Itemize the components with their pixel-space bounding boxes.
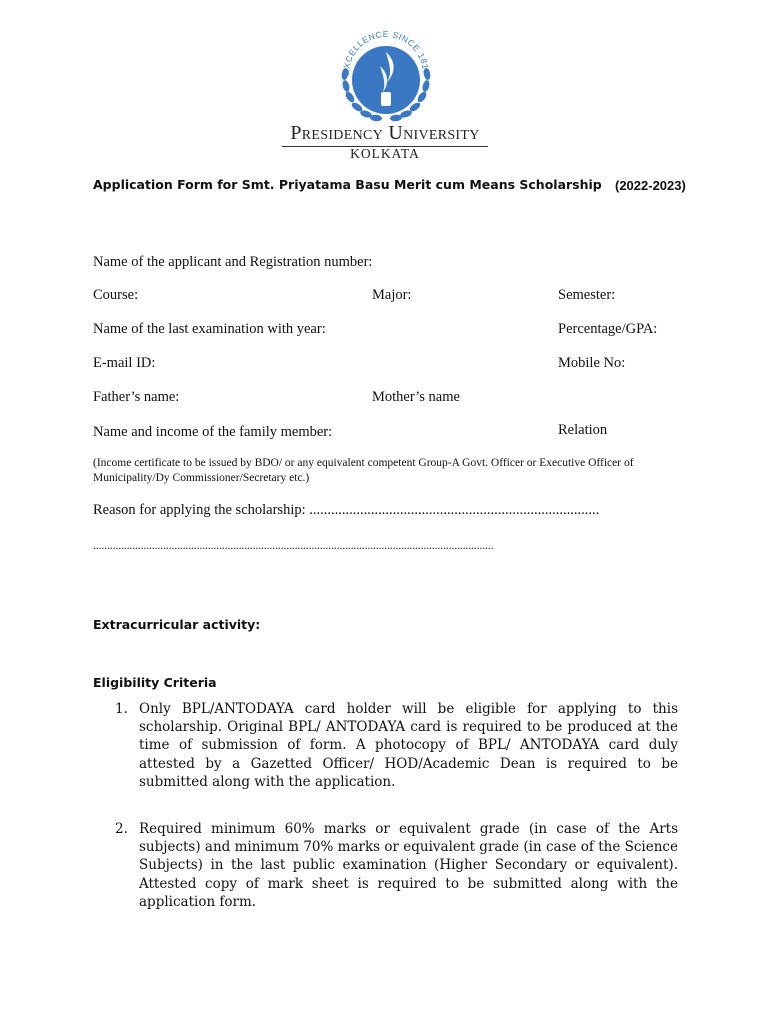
last-exam-label: Name of the last examination with year: bbox=[93, 321, 326, 337]
major-label: Major: bbox=[372, 287, 412, 303]
reason-dots: ................................................................................ bbox=[309, 502, 600, 518]
email-label: E-mail ID: bbox=[93, 355, 156, 371]
course-label: Course: bbox=[93, 287, 139, 303]
eligibility-item-text: Only BPL/ANTODAYA card holder will be eligible for applying to this scholarship. Original BPL/ ANTODAYA card is required to be produced at the time of submission of form. A photocopy of BPL/ ANTODAYA card duly attested by a Gazetted Officer/ HOD/Academic Dean is required to be submitted along with the application. bbox=[139, 701, 678, 790]
university-logo bbox=[331, 22, 441, 132]
university-name: Presidency University bbox=[290, 122, 480, 144]
logo-motto: EXCELLENCE SINCE 1817 bbox=[340, 28, 432, 76]
reason-row bbox=[93, 502, 599, 519]
family-income-label: Name and income of the family member: bbox=[93, 424, 333, 440]
mobile-label: Mobile No: bbox=[558, 355, 626, 371]
applicant-name-label: Name of the applicant and Registration number: bbox=[93, 254, 373, 270]
form-year: (2022-2023) bbox=[615, 178, 686, 193]
semester-label: Semester: bbox=[558, 287, 616, 303]
university-city: KOLKATA bbox=[350, 146, 420, 161]
eligibility-item-text: Required minimum 60% marks or equivalent grade (in case of the Arts subjects) and minimum 70% marks or equivalent grade (in case of the Science Subjects) in the last public examination (Higher Secondary or equivalent). Attested copy of mark sheet is required to be submitted along with the application form. bbox=[139, 821, 678, 910]
eligibility-item-number: 2. bbox=[115, 821, 128, 837]
reason-continuation-line: ............................................................................................................................................... bbox=[93, 538, 494, 552]
form-title: Application Form for Smt. Priyatama Basu Merit cum Means Scholarship bbox=[93, 177, 602, 192]
eligibility-heading: Eligibility Criteria bbox=[93, 675, 217, 690]
eligibility-item bbox=[93, 700, 678, 791]
eligibility-item-number: 1. bbox=[115, 701, 128, 717]
income-certificate-note: (Income certificate to be issued by BDO/ or any equivalent competent Group-A Govt. Officer or Executive Officer of Municipality/Dy Commissioner/Secretary etc.) bbox=[93, 457, 634, 484]
reason-label: Reason for applying the scholarship: bbox=[93, 502, 306, 518]
percentage-label: Percentage/GPA: bbox=[558, 321, 658, 337]
mother-name-label: Mother’s name bbox=[372, 389, 460, 405]
father-name-label: Father’s name: bbox=[93, 389, 180, 405]
eligibility-item bbox=[93, 820, 678, 911]
relation-label: Relation bbox=[558, 422, 608, 438]
extracurricular-heading: Extracurricular activity: bbox=[93, 617, 261, 632]
